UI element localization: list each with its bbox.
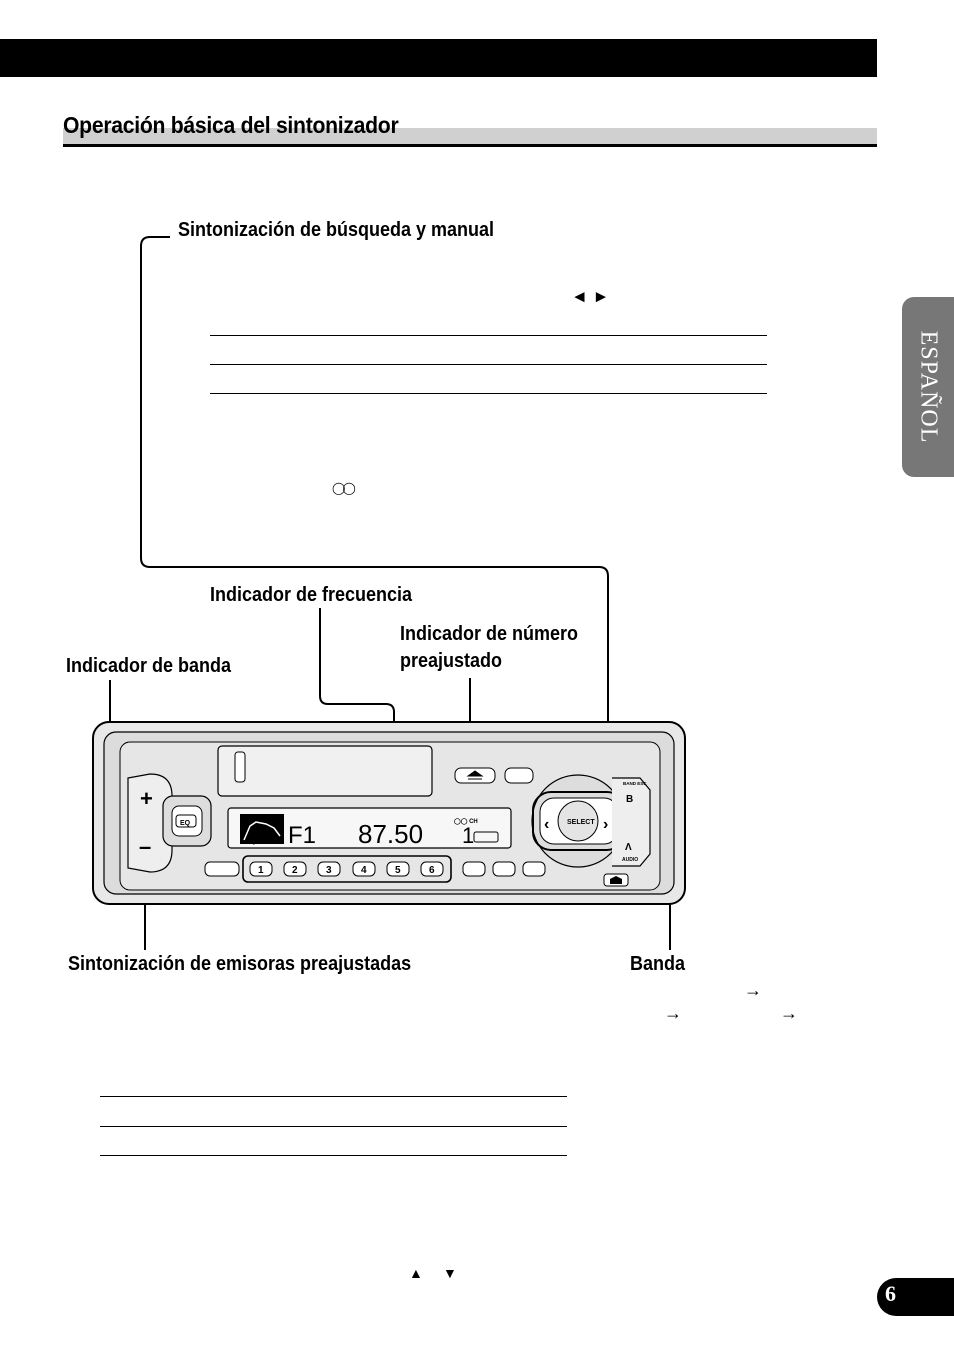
- display-frequency: 87.50: [358, 819, 424, 849]
- stereo-icon: ◯◯: [332, 481, 353, 495]
- label-preset-tuning: Sintonización de emisoras preajustadas: [68, 953, 412, 975]
- label-seek-manual: Sintonización de búsqueda y manual: [178, 219, 495, 241]
- svg-text:›: ›: [603, 816, 609, 833]
- svg-text:+: +: [140, 786, 153, 811]
- up-arrow-icon: ▲: [409, 1265, 423, 1281]
- arrow-icon: →: [664, 1003, 682, 1023]
- label-preset-number-line2: preajustado: [400, 650, 503, 672]
- svg-text:5: 5: [395, 865, 401, 876]
- svg-text:BAND ESC: BAND ESC: [623, 781, 647, 786]
- svg-text:B: B: [626, 794, 634, 805]
- section-title: Operación básica del sintonizador: [63, 112, 399, 138]
- cassette-slot: [218, 746, 432, 796]
- label-frequency-indicator: Indicador de frecuencia: [210, 584, 413, 606]
- left-right-arrows-icon: ◄ ►: [571, 287, 610, 306]
- label-band-indicator: Indicador de banda: [66, 655, 232, 677]
- display-preset: 1: [462, 823, 475, 848]
- page-number-badge: [877, 1278, 954, 1316]
- svg-text:Λ: Λ: [625, 842, 632, 853]
- svg-text:–: –: [139, 834, 152, 859]
- svg-text:4: 4: [361, 865, 367, 876]
- page-number: 6: [885, 1281, 896, 1306]
- svg-text:EQ CURVE: EQ CURVE: [248, 840, 275, 846]
- arrow-icon: →: [780, 1003, 798, 1023]
- language-tab-text: ESPAÑOL: [915, 330, 942, 444]
- svg-text:EQ: EQ: [180, 820, 191, 827]
- down-arrow-icon: ▼: [443, 1265, 457, 1281]
- arrow-icon: →: [744, 980, 762, 1000]
- select-label: SELECT: [567, 819, 595, 826]
- svg-text:1: 1: [258, 865, 264, 876]
- svg-text:3: 3: [326, 865, 332, 876]
- svg-text:AUDIO: AUDIO: [622, 857, 639, 863]
- label-band: Banda: [630, 953, 686, 975]
- callout-seek-manual: [141, 237, 608, 790]
- svg-text:‹: ‹: [544, 816, 550, 833]
- display-band: F1: [288, 822, 317, 849]
- label-preset-number-line1: Indicador de número: [400, 623, 579, 645]
- svg-text:◯◯ CH: ◯◯ CH: [454, 819, 478, 825]
- svg-text:6: 6: [429, 865, 435, 876]
- svg-text:2: 2: [292, 865, 298, 876]
